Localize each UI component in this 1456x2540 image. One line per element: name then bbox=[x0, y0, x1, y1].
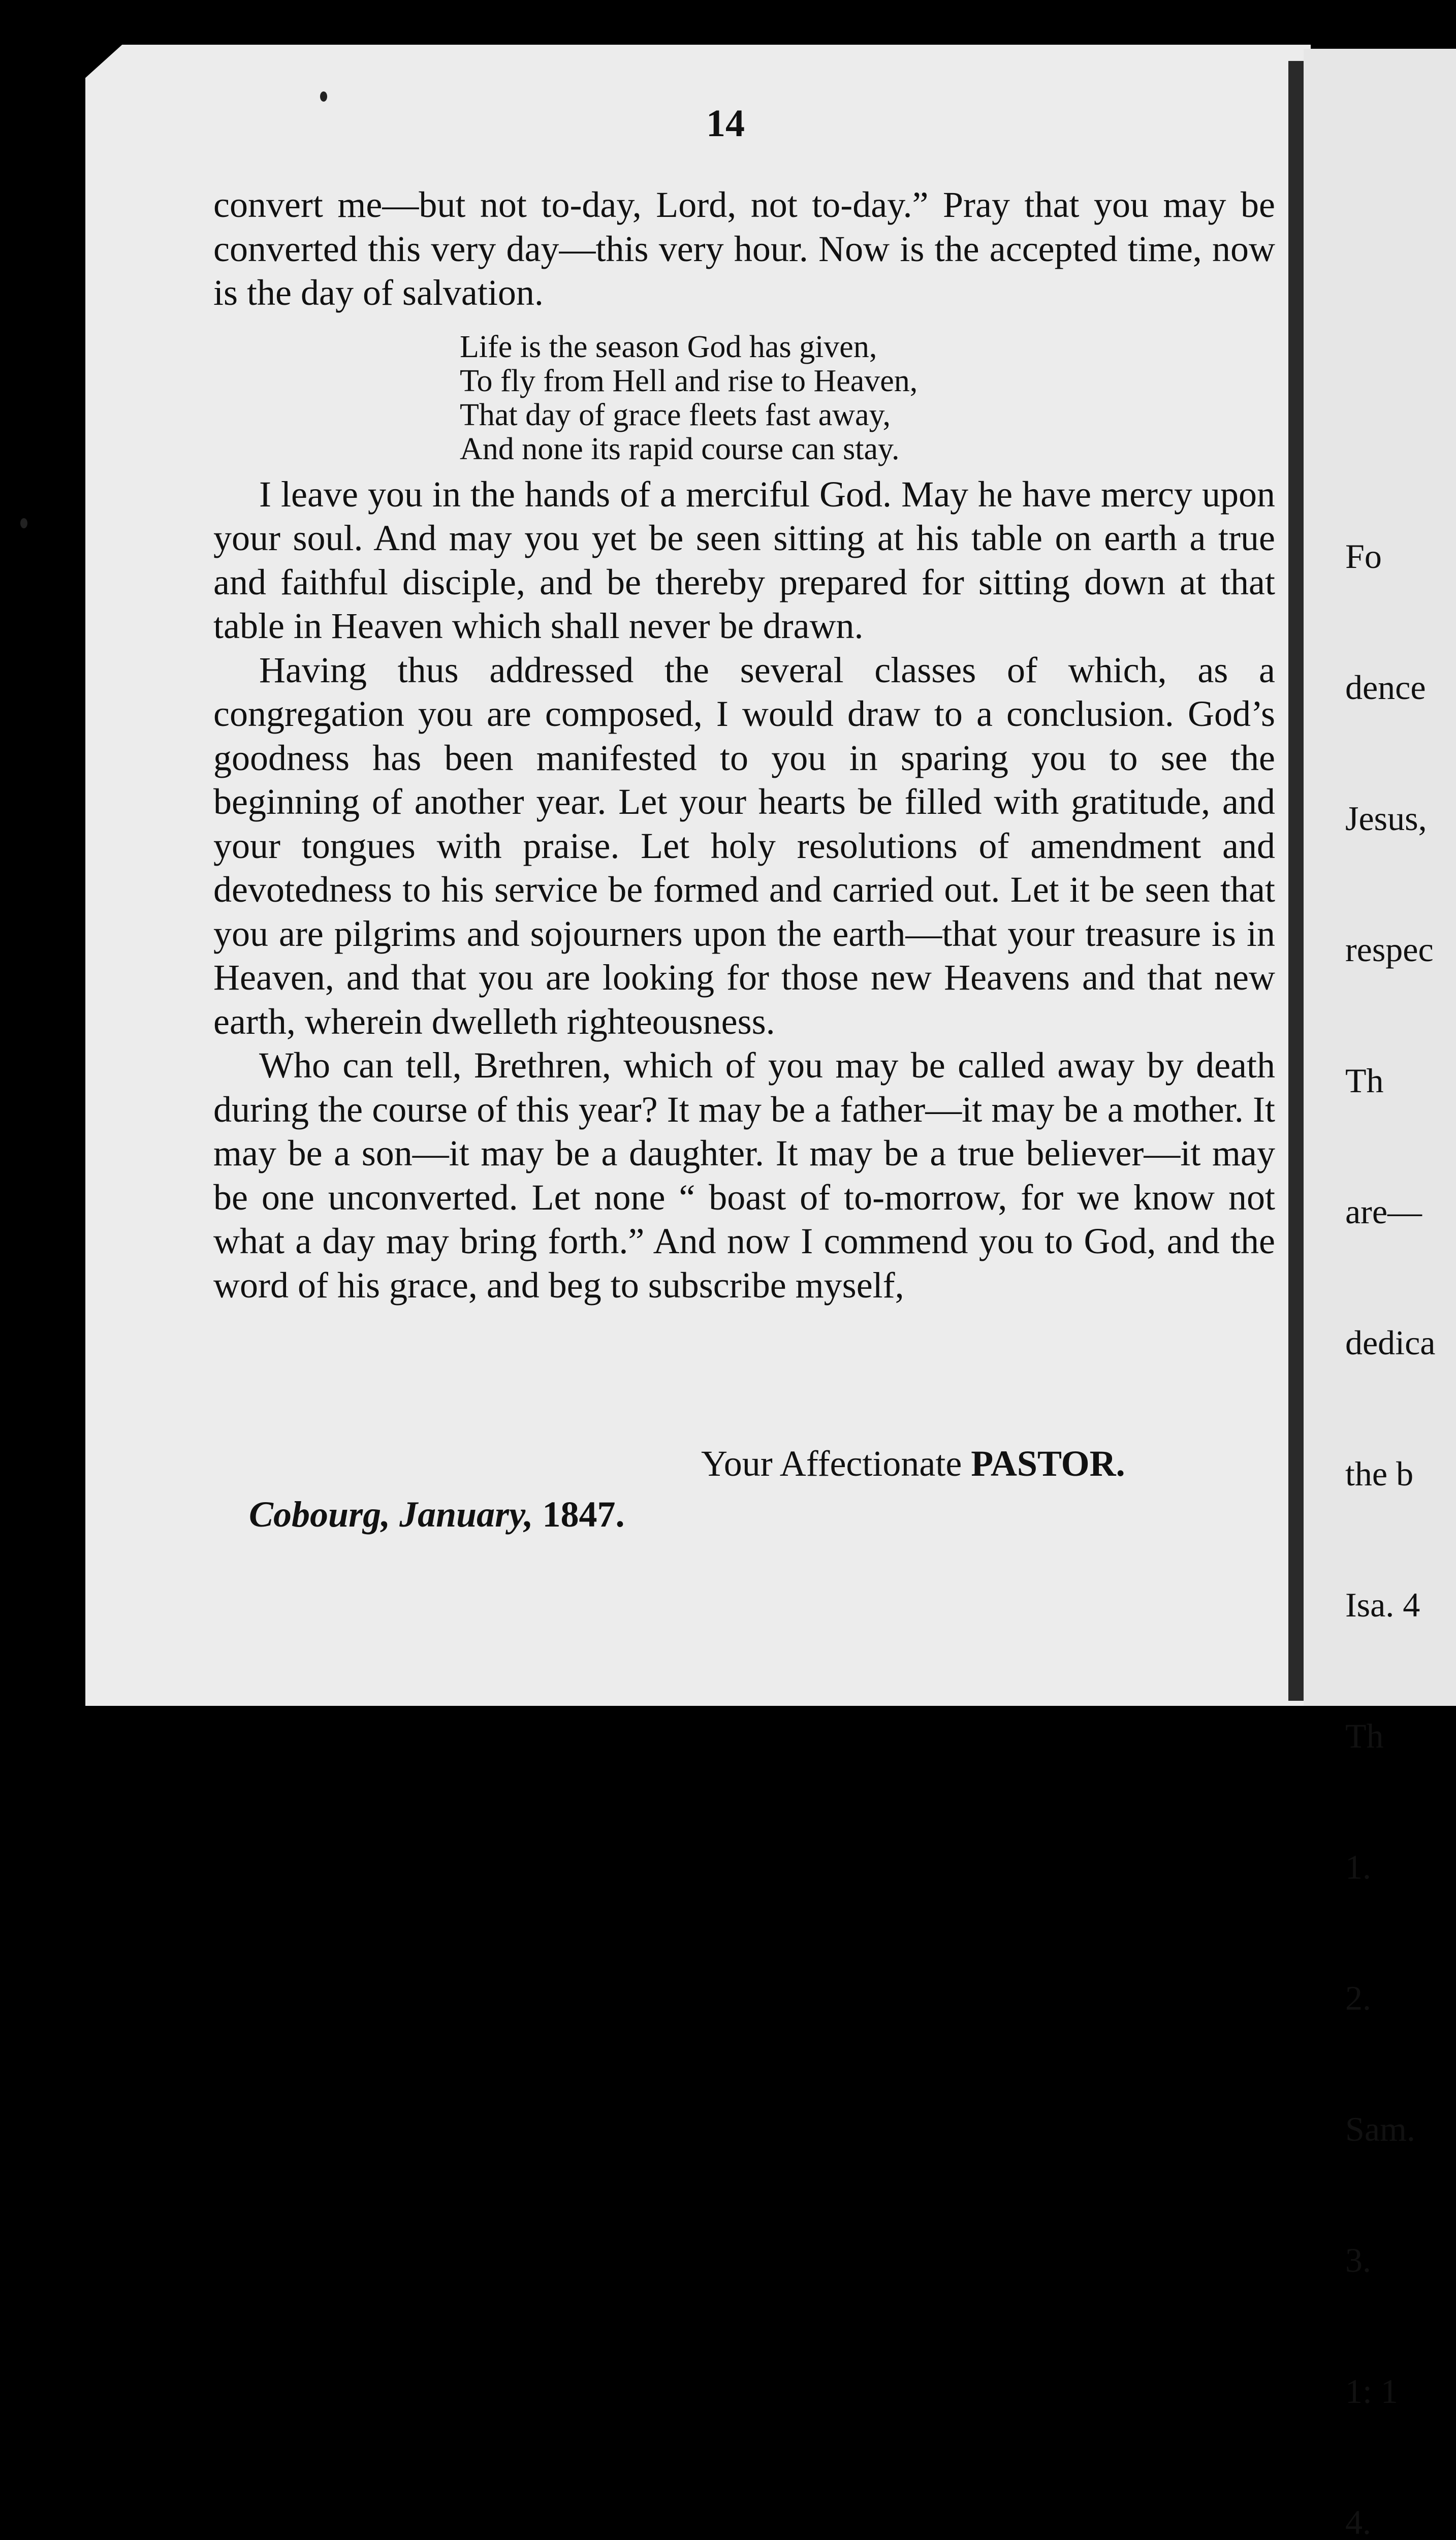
facing-line: 1: 1 bbox=[1345, 2372, 1398, 2410]
paragraph-2: I leave you in the hands of a merciful God. May he have mercy upon your soul. And may you yet be seen sitting at his table on earth a true and faithful disciple, and be thereby prepared for sitting down at that table in Heaven which shall never be drawn. bbox=[213, 473, 1275, 646]
facing-line: Jesus, bbox=[1345, 799, 1427, 838]
dateline-place: Cobourg, January, bbox=[249, 1494, 533, 1535]
facing-line: are— bbox=[1345, 1192, 1422, 1231]
paragraph-1: convert me—but not to-day, Lord, not to-day.” Pray that you may be converted this very day—this very hour. Now is the accepted time, now is the day of salvation. bbox=[213, 184, 1275, 313]
signature bbox=[701, 1443, 1125, 1485]
paragraph-3: Having thus addressed the several classes of which, as a congregation you are composed, I would draw to a conclusion. God’s goodness has been manifested to you in sparing you to see the beginning of another year. Let your hearts be filled with gratitude, and your tongues with praise. Let holy resolutions of amendment and devotedness to his service be formed and carried out. Let it be seen that you are pilgrims and sojourners upon the earth—that your treasure is in Heaven, and that you are looking for those new Heavens and that new earth, wherein dwelleth righteousness. bbox=[213, 649, 1275, 1042]
dateline-year: 1847. bbox=[533, 1494, 625, 1535]
paragraph-4: Who can tell, Brethren, which of you may be called away by death during the course of this year? It may be a father—it may be a mother. It may be a son—it may be a daughter. It may be a true believer—it may be one unconverted. Let none “ boast of to-morrow, for we know not what a day may bring forth.” And now I commend you to God, and the word of his grace, and beg to subscribe myself, bbox=[213, 1045, 1275, 1306]
facing-line: Th bbox=[1345, 1061, 1384, 1100]
ink-speck bbox=[20, 518, 27, 528]
verse-line: To fly from Hell and rise to Heaven, bbox=[460, 364, 918, 398]
signature-text: Your Affectionate bbox=[701, 1443, 971, 1484]
facing-line: the b bbox=[1345, 1454, 1414, 1493]
verse-line: That day of grace fleets fast away, bbox=[460, 398, 891, 432]
verse-line: And none its rapid course can stay. bbox=[460, 432, 900, 466]
page-number: 14 bbox=[706, 102, 745, 145]
book-gutter bbox=[1288, 61, 1304, 1701]
dateline bbox=[249, 1494, 624, 1536]
facing-line: dedica bbox=[1345, 1323, 1436, 1362]
facing-page-text bbox=[1345, 447, 1435, 2540]
verse-line: Life is the season God has given, bbox=[460, 330, 877, 364]
facing-line: Sam. bbox=[1345, 2110, 1415, 2148]
facing-line: 1. bbox=[1345, 1848, 1371, 1886]
signature-title: PASTOR. bbox=[971, 1443, 1125, 1484]
facing-line: Isa. 4 bbox=[1345, 1585, 1420, 1624]
facing-line: respec bbox=[1345, 930, 1434, 969]
facing-line: 2. bbox=[1345, 1979, 1371, 2017]
facing-line: Fo bbox=[1345, 537, 1382, 576]
facing-line: dence bbox=[1345, 668, 1426, 707]
facing-line: 3. bbox=[1345, 2241, 1371, 2279]
facing-line: 4. bbox=[1345, 2503, 1371, 2540]
ink-speck bbox=[320, 91, 327, 102]
facing-line: Th bbox=[1345, 1717, 1384, 1755]
poem-verse bbox=[460, 330, 917, 466]
